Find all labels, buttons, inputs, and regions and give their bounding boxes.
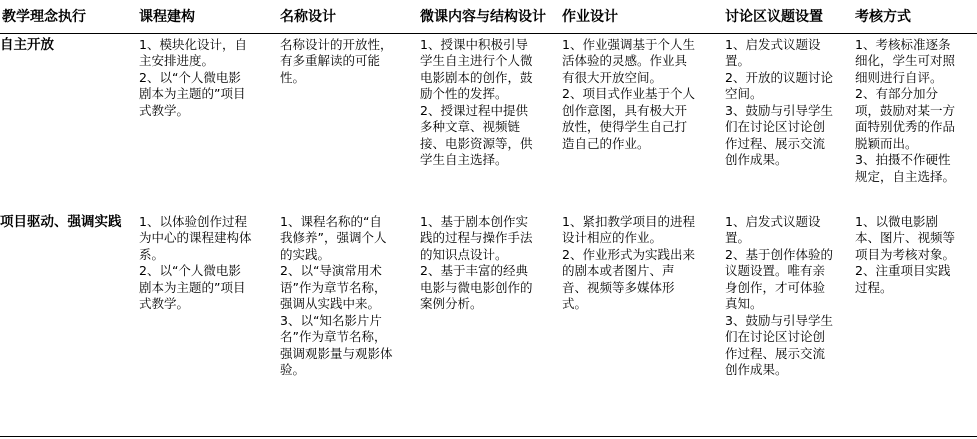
table-cell bbox=[278, 33, 418, 211]
row-label: 项目驱动、强调实践 bbox=[0, 213, 122, 230]
table-row bbox=[0, 33, 977, 211]
table-cell bbox=[723, 33, 853, 211]
cell-text-line: 1、模块化设计，自 bbox=[139, 36, 247, 52]
cell-text-line: 名称设计的开放性， bbox=[280, 36, 393, 52]
header-cell-course-construction: 课程建构 bbox=[139, 9, 195, 25]
cell-text-line: 细化，学生可对照 bbox=[855, 53, 956, 68]
header-cell-assessment: 考核方式 bbox=[855, 9, 911, 25]
header-row bbox=[0, 0, 977, 33]
cell-text-line: 空间。 bbox=[725, 86, 763, 101]
cell-text-line: 2、授课过程中提供 bbox=[420, 102, 528, 118]
bottom-rule bbox=[0, 436, 977, 437]
cell-text-line: 2、以“导演常用术 bbox=[280, 263, 382, 278]
cell-text-line: 式教学。 bbox=[139, 102, 190, 118]
cell-text-line: 验。 bbox=[280, 362, 306, 377]
cell-text-line: 有多重解读的可能 bbox=[280, 53, 381, 68]
cell-text-line: 脱颖而出。 bbox=[855, 135, 918, 151]
cell-text-line: 置。 bbox=[725, 230, 751, 245]
cell-text-line: 剧本为主题的”项目 bbox=[139, 279, 246, 295]
cell-text-line: 们在讨论区讨论创 bbox=[725, 119, 826, 134]
cell-text-line: 1、启发式议题设 bbox=[725, 213, 821, 229]
cell-text-line: 本、图片、视频等 bbox=[855, 230, 956, 245]
cell-text-line: 1、启发式议题设 bbox=[725, 36, 821, 52]
cell-text-line: 案例分析。 bbox=[420, 296, 483, 311]
table-cell bbox=[137, 33, 278, 211]
cell-text-line: 设计相应的作业。 bbox=[562, 230, 663, 245]
cell-text-line: 项，鼓励对某一方 bbox=[855, 102, 956, 118]
cell-text-line: 面特别优秀的作品 bbox=[855, 119, 956, 134]
cell-text-line: 的实践。 bbox=[280, 246, 331, 262]
cell-text-line: 创作成果。 bbox=[725, 152, 788, 167]
cell-text-line: 性。 bbox=[280, 69, 306, 85]
cell-text-line: 过程。 bbox=[855, 279, 893, 295]
cell-text-line: 2、项目式作业基于个人 bbox=[562, 86, 695, 101]
cell-text-line: 们在讨论区讨论创 bbox=[725, 329, 826, 344]
cell-text-line: 1、授课中积极引导 bbox=[420, 36, 528, 52]
cell-text-line: 式教学。 bbox=[139, 296, 190, 311]
cell-text-line: 电影与微电影创作的 bbox=[420, 279, 533, 295]
table-cell bbox=[853, 33, 977, 211]
cell-text-line: 剧本为主题的”项目 bbox=[139, 86, 246, 101]
cell-text-line: 践的过程与操作手法 bbox=[420, 230, 533, 245]
cell-text-line: 式。 bbox=[562, 296, 588, 311]
cell-text-line: 置。 bbox=[725, 53, 751, 68]
cell-text-line: 2、注重项目实践 bbox=[855, 263, 951, 278]
cell-text-line: 我修养”，强调个人 bbox=[280, 230, 387, 245]
table-cell bbox=[137, 211, 278, 379]
header-cell-discussion-topics: 讨论区议题设置 bbox=[725, 9, 823, 25]
cell-text-line: 真知。 bbox=[725, 296, 763, 311]
cell-text-line: 2、有部分加分 bbox=[855, 86, 938, 101]
cell-text-line: 细则进行自评。 bbox=[855, 69, 943, 85]
cell-text-line: 2、作业形式为实践出来 bbox=[562, 246, 695, 262]
cell-text-line: 3、以“知名影片片 bbox=[280, 312, 382, 328]
cell-text-line: 1、考核标准逐条 bbox=[855, 36, 951, 52]
cell-text-line: 音、视频等多媒体形 bbox=[562, 279, 675, 295]
cell-text-line: 主安排进度。 bbox=[139, 53, 215, 68]
cell-text-line: 学生自主进行个人微 bbox=[420, 53, 533, 68]
table-cell bbox=[418, 33, 560, 211]
cell-text-line: 放性，使得学生自己打 bbox=[562, 119, 688, 134]
table-cell bbox=[418, 211, 560, 379]
cell-text-line: 强调观影量与观影体 bbox=[280, 345, 393, 361]
table-row bbox=[0, 211, 977, 379]
cell-text-line: 创作成果。 bbox=[725, 362, 788, 377]
cell-text-line: 3、鼓励与引导学生 bbox=[725, 102, 833, 118]
cell-text-line: 1、作业强调基于个人生 bbox=[562, 36, 695, 52]
cell-text-line: 的剧本或者图片、声 bbox=[562, 263, 675, 278]
cell-text-line: 3、鼓励与引导学生 bbox=[725, 312, 833, 328]
cell-text-line: 2、以“个人微电影 bbox=[139, 69, 241, 85]
cell-text-line: 2、以“个人微电影 bbox=[139, 263, 241, 278]
cell-text-line: 1、以体验创作过程 bbox=[139, 213, 247, 229]
cell-text-line: 学生自主选择。 bbox=[420, 152, 508, 167]
cell-text-line: 2、基于丰富的经典 bbox=[420, 263, 528, 278]
cell-text-line: 1、以微电影剧 bbox=[855, 213, 938, 229]
cell-text-line: 多种文章、视频链 bbox=[420, 119, 521, 134]
header-cell-principle: 教学理念执行 bbox=[2, 9, 86, 25]
row-label: 自主开放 bbox=[0, 36, 54, 53]
cell-text-line: 作过程、展示交流 bbox=[725, 135, 826, 151]
cell-text-line: 的知识点设计。 bbox=[420, 246, 508, 262]
table-cell bbox=[853, 211, 977, 379]
table-cell bbox=[723, 211, 853, 379]
cell-text-line: 接、电影资源等，供 bbox=[420, 135, 533, 151]
cell-text-line: 创作意图，具有极大开 bbox=[562, 102, 688, 118]
cell-text-line: 项目为考核对象。 bbox=[855, 246, 956, 262]
cell-text-line: 1、基于剧本创作实 bbox=[420, 213, 528, 229]
cell-text-line: 2、开放的议题讨论 bbox=[725, 69, 833, 85]
cell-text-line: 强调从实践中来。 bbox=[280, 296, 381, 311]
cell-text-line: 名”作为章节名称， bbox=[280, 329, 387, 344]
cell-text-line: 2、基于创作体验的 bbox=[725, 246, 833, 262]
table-cell bbox=[560, 211, 723, 379]
cell-text-line: 规定，自主选择。 bbox=[855, 168, 956, 184]
cell-text-line: 励个性的发挥。 bbox=[420, 86, 508, 101]
header-cell-name-design: 名称设计 bbox=[280, 9, 336, 25]
cell-text-line: 1、课程名称的“自 bbox=[280, 213, 382, 229]
cell-text-line: 活体验的灵感。作业具 bbox=[562, 53, 688, 68]
cell-text-line: 为中心的课程建构体 bbox=[139, 230, 252, 245]
cell-text-line: 语”作为章节名称， bbox=[280, 279, 387, 295]
table-cell bbox=[278, 211, 418, 379]
cell-text-line: 身创作，才可体验 bbox=[725, 279, 826, 295]
table-cell bbox=[560, 33, 723, 211]
cell-text-line: 1、紧扣教学项目的进程 bbox=[562, 213, 695, 229]
cell-text-line: 电影剧本的创作，鼓 bbox=[420, 69, 533, 85]
cell-text-line: 作过程、展示交流 bbox=[725, 345, 826, 361]
cell-text-line: 造自己的作业。 bbox=[562, 135, 650, 151]
header-cell-content-structure: 微课内容与结构设计 bbox=[420, 9, 546, 25]
cell-text-line: 有很大开放空间。 bbox=[562, 69, 663, 85]
cell-text-line: 议题设置。唯有亲 bbox=[725, 263, 826, 278]
header-cell-assignment-design: 作业设计 bbox=[562, 9, 618, 25]
cell-text-line: 3、拍摄不作硬性 bbox=[855, 152, 951, 167]
cell-text-line: 系。 bbox=[139, 246, 165, 262]
